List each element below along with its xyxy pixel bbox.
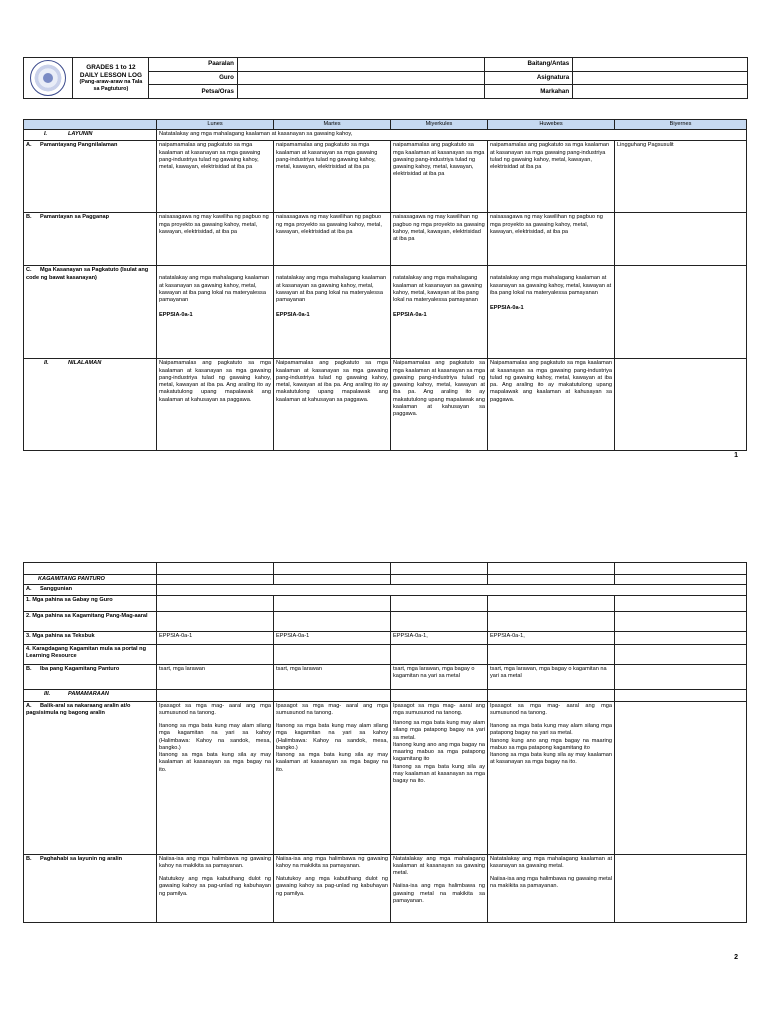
cell: Ipasagot sa mga mag- aaral ang mga sumusunod na tanong. Itanong sa mga bata kung may alam silang mga patapong bagay na yari sa metal. Itanong kung ano ang mga bagay na maaring mabuo sa mga patapong kagamitang ito Itanong sa mga bata kung sila ay may kaalaman at kasanayan sa mga bagay na ito. (488, 701, 615, 854)
cell (274, 611, 391, 631)
cell: Natatalakay ang mga mahalagang kaalaman at kasanayan sa gawaing metal. Naiisa-isa ang mga halimbawa ng gawaing metal na makikita sa pamayanan. (391, 854, 488, 922)
cell (615, 631, 747, 644)
materials-procedure-table (23, 562, 747, 923)
page-number: 1 (734, 452, 738, 459)
guro-label: Guro (149, 71, 237, 85)
day-header-lunes: Lunes (157, 120, 274, 130)
cell: naipamamalas ang pagkatuto sa mga kaalaman at kasanayan sa mga gawaing pang-industriya tulad ng gawaing kahoy, metal, kawayan, elektrisidad at iba pa (488, 141, 615, 213)
day-header-miyerkules: Miyerkules (391, 120, 488, 130)
blank-cell (615, 563, 747, 575)
cell: tsart, mga larawan, mga bagay o kagamitan na yari sa metal (391, 664, 488, 689)
blank-cell (615, 575, 747, 585)
cell: naipamamalas ang pagkatuto sa mga kaalaman at kasanayan sa mga gawaing pang-industriya tulad ng gawaing kahoy, metal, kawayan, elektrisidad at iba pa (391, 141, 488, 213)
table-row (24, 664, 747, 689)
nilalaman-label: II. NILALAMAN (24, 359, 157, 451)
paghahabi-label: B. Paghahabi sa layunin ng aralin (24, 854, 157, 922)
cell: naipamamalas ang pagkatuto sa mga kaalaman at kasanayan sa mga gawaing pang-industriya tulad ng gawaing kahoy, metal, kawayan, elektrisidad at iba pa (274, 141, 391, 213)
markahan-field[interactable] (573, 85, 748, 99)
blank-cell (488, 575, 615, 585)
cell: EPPSIA-0a-1 (157, 631, 274, 644)
cell: EPPSIA-0a-1, (391, 631, 488, 644)
blank-cell (274, 689, 391, 701)
cell: naisasagawa ng may kawilihan ng pagbuo ng mga proyekto sa gawaing kahoy, metal, kawayan, elektrisidad at iba pa (391, 213, 488, 266)
competency-code: EPPSIA-0a-1 (159, 312, 193, 319)
blank-cell (24, 563, 157, 575)
table-row (24, 141, 747, 213)
dll-sub-label: (Pang-araw-araw na Tala sa Pagtuturo) (79, 79, 143, 92)
cell (615, 701, 747, 854)
page-number: 2 (734, 954, 738, 961)
blank-cell (488, 689, 615, 701)
cell: EPPSIA-0a-1 (274, 631, 391, 644)
cell (488, 611, 615, 631)
cell: naipamamalas ang pagkatuto sa mga kaalaman at kasanayan sa mga gawaing pang-industriya tulad ng gawaing kahoy, metal, kawayan, elektrisidad at iba pa (157, 141, 274, 213)
cell (615, 266, 747, 359)
asignatura-label: Asignatura (484, 71, 572, 85)
competency-code: EPPSIA-0a-1 (393, 312, 427, 319)
day-header-martes: Martes (274, 120, 391, 130)
table-row (24, 631, 747, 644)
cell (488, 595, 615, 611)
baitang-field[interactable] (573, 58, 748, 72)
paaralan-label: Paaralan (149, 58, 237, 72)
cell: Naiisa-isa ang mga halimbawa ng gawaing kahoy na makikita sa pamayanan. Natutukoy ang mga kabutihang dulot ng gawaing kahoy sa pag-unlad ng kabuhayan ng pamilya. (157, 854, 274, 922)
row-label-pamantayang-pangnilalaman: A. Pamantayang Pangnilalaman (24, 141, 157, 213)
table-row (24, 595, 747, 611)
table-row (24, 611, 747, 631)
ref-label-teksbuk: 3. Mga pahina sa Teksbuk (24, 631, 157, 644)
cell: EPPSIA-0a-1, (488, 631, 615, 644)
table-row (24, 213, 747, 266)
blank-cell (615, 689, 747, 701)
table-row (24, 359, 747, 451)
cell: Lingguhang Pagsusulit (615, 141, 747, 213)
table-row (24, 266, 747, 359)
blank-cell (157, 585, 747, 595)
day-header-biyernes: Biyernes (615, 120, 747, 130)
blank-cell (391, 689, 488, 701)
cell: Ipasagot sa mga mag- aaral ang mga sumusunod na tanong. Itanong sa mga bata kung may alam silang mga kagamitan na yari sa kahoy (Halimbawa: Kahoy na sandok, mesa, bangko.) Itanong sa mga bata kung sila ay may kaalaman at kasanayan sa mga bagay na ito. (274, 701, 391, 854)
iba-pang-kagamitan-label: B. Iba pang Kagamitang Panturo (24, 664, 157, 689)
row-label-mga-kasanayan: C. Mga Kasanayan sa Pagkatuto (Isulat ang code ng bawat kasanayan) (24, 266, 157, 359)
petsa-label: Petsa/Oras (149, 85, 237, 99)
cell: Naiisa-isa ang mga halimbawa ng gawaing kahoy na makikita sa pamayanan. Natutukoy ang mga kabutihang dulot ng gawaing kahoy sa pag-unlad ng kabuhayan ng pamilya. (274, 854, 391, 922)
cell (488, 644, 615, 664)
pamamaraan-label: III. PAMAMARAAN (24, 689, 157, 701)
ref-label-learning-resource: 4. Karagdagang Kagamitan mula sa portal ng Learning Resource (24, 644, 157, 664)
corner-header (24, 120, 157, 130)
ref-label-kagamitang-pang-mag-aaral: 2. Mga pahina sa Kagamitang Pang-Mag-aaral (24, 611, 157, 631)
objectives-table (23, 119, 747, 451)
cell: naisasagawa ng may kawilihan ng pagbuo ng mga proyekto sa gawaing kahoy, metal, kawayan, elektrisidad at iba pa (274, 213, 391, 266)
cell: Natatalakay ang mga mahalagang kaalaman at kasanayan sa gawaing metal. Naiisa-isa ang mga halimbawa ng gawaing metal na makikita sa pamayanan. (488, 854, 615, 922)
deped-seal-cell (24, 58, 73, 99)
cell: Naipamamalas ang pagkatuto sa mga kaalaman at kasanayan sa mga gawaing pang-industriya tulad ng gawaing kahoy, metal, kawayan at iba pa. Ang araling ito ay makatutulong upang mapalawak ang kaalaman at kahusayan sa paggawa. (157, 359, 274, 451)
cell: tsart, mga larawan, mga bagay o kagamitan na yari sa metal (488, 664, 615, 689)
blank-cell (391, 575, 488, 585)
page-1 (0, 0, 768, 470)
blank-cell (157, 563, 274, 575)
table-row (24, 644, 747, 664)
table-row (24, 854, 747, 922)
cell: tsart, mga larawan (274, 664, 391, 689)
row-label-pamantayan-sa-pagganap: B. Pamantayan sa Pagganap (24, 213, 157, 266)
cell (615, 644, 747, 664)
cell: Ipasagot sa mga mag- aaral ang mga sumusunod na tanong. Itanong sa mga bata kung may alam silang mga patapong bagay na yari sa metal. Itanong kung ano ang mga bagay na maaring mabuo sa mga patapong kagamitang ito Itanong sa mga bata kung sila ay may kaalaman at kasanayan sa mga bagay na ito. (391, 701, 488, 854)
guro-field[interactable] (237, 71, 484, 85)
cell: natatalakay ang mga mahalagang kaalaman at kasanayan sa gawaing kahoy, metal, kawayan at iba pang lokal na materyalessa pamayanan EPPSIA-0a-1 (157, 266, 274, 359)
sanggunian-label: A. Sanggunian (24, 585, 157, 595)
layunin-label: I. LAYUNIN (24, 130, 157, 141)
asignatura-field[interactable] (573, 71, 748, 85)
grades-label: GRADES 1 to 12 (86, 63, 136, 71)
balik-aral-label: A. Balik-aral sa nakaraang aralin at/o pagsisimula ng bagong aralin (24, 701, 157, 854)
competency-code: EPPSIA-0a-1 (490, 305, 524, 312)
paaralan-field[interactable] (237, 58, 484, 72)
cell: natatalakay ang mga mahalagang kaalaman at kasanayan sa gawaing kahoy, metal, kawayan at iba pang lokal na materyalessa pamayanan EPPSIA-0a-1 (274, 266, 391, 359)
blank-cell (157, 575, 274, 585)
cell: tsart, mga larawan (157, 664, 274, 689)
cell (274, 644, 391, 664)
cell (391, 595, 488, 611)
cell: Naipamamalas ang pagkatuto sa mga kaalaman at kasanayan sa mga gawaing pang-industriya tulad ng gawaing kahoy, metal, kawayan at iba pa. Ang araling ito ay makatutulong upang mapalawak ang kaalaman at kahusayan sa paggawa. (274, 359, 391, 451)
cell (615, 611, 747, 631)
kagamitang-panturo-label: KAGAMITANG PANTURO (24, 575, 157, 585)
cell (157, 644, 274, 664)
page-2 (0, 540, 768, 1024)
cell (157, 595, 274, 611)
cell: Ipasagot sa mga mag- aaral ang mga sumusunod na tanong. Itanong sa mga bata kung may alam silang mga kagamitan na yari sa kahoy (Halimbawa: Kahoy na sandok, mesa, bangko.) Itanong sa mga bata kung sila ay may kaalaman at kasanayan sa mga bagay na ito. (157, 701, 274, 854)
blank-cell (274, 563, 391, 575)
blank-cell (488, 563, 615, 575)
cell (615, 213, 747, 266)
table-row (24, 701, 747, 854)
cell: natatalakay ang mga mahalagang kaalaman at kasanayan sa gawaing kahoy, metal, kawayan at iba pang lokal na materyalessa pamayanan EPPSIA-0a-1 (391, 266, 488, 359)
cell: natatalakay ang mga mahalagang kaalaman at kasanayan sa gawaing kahoy, metal, kawayan at iba pang lokal na materyalessa pamayanan EPPSIA-0a-1 (488, 266, 615, 359)
cell (274, 595, 391, 611)
day-header-huwebes: Huwebes (488, 120, 615, 130)
cell (157, 611, 274, 631)
cell (615, 854, 747, 922)
dll-label: DAILY LESSON LOG (79, 71, 142, 79)
blank-cell (391, 563, 488, 575)
ref-label-gabay: 1. Mga pahina sa Gabay ng Guro (24, 595, 157, 611)
blank-cell (157, 689, 274, 701)
blank-cell (274, 575, 391, 585)
layunin-text: Natatalakay ang mga mahalagang kaalaman at kasanayan sa gawaing kahoy, (157, 130, 747, 141)
cell: naisasagawa ng may kawilihan ng pagbuo ng mga proyekto sa gawaing kahoy, metal, kawayan, elektrisidad, at iba pa (488, 213, 615, 266)
cell (615, 359, 747, 451)
competency-code: EPPSIA-0a-1 (276, 312, 310, 319)
cell: naisasagawa ng may kawiliha ng pagbuo ng mga proyekto sa gawaing kahoy, metal, kawayan, elektrisidad, at iba pa (157, 213, 274, 266)
cell: Naipamamalas ang pagkatuto sa mga kaalaman at kasanayan sa mga gawaing pang-industriya tulad ng gawaing kahoy, metal, kawayan at iba pa. Ang araling ito ay makatutulong upang mapalawak ang kaalaman at kahusayan sa paggawa. (488, 359, 615, 451)
cell (391, 611, 488, 631)
baitang-label: Baitang/Antas (484, 58, 572, 72)
grades-title-cell (73, 58, 149, 99)
lesson-log-header (23, 57, 748, 99)
markahan-label: Markahan (484, 85, 572, 99)
cell (615, 664, 747, 689)
cell (615, 595, 747, 611)
cell (391, 644, 488, 664)
petsa-field[interactable] (237, 85, 484, 99)
deped-seal-icon (30, 60, 66, 96)
cell: Naipamamalas ang pagkatuto sa mga kaalaman at kasanayan sa mga gawaing pang-industriya tulad ng gawaing kahoy, metal, kawayan at iba pa. Ang araling ito ay makatutulong upang mapalawak ang kaalaman at kahusayan sa paggawa. (391, 359, 488, 451)
